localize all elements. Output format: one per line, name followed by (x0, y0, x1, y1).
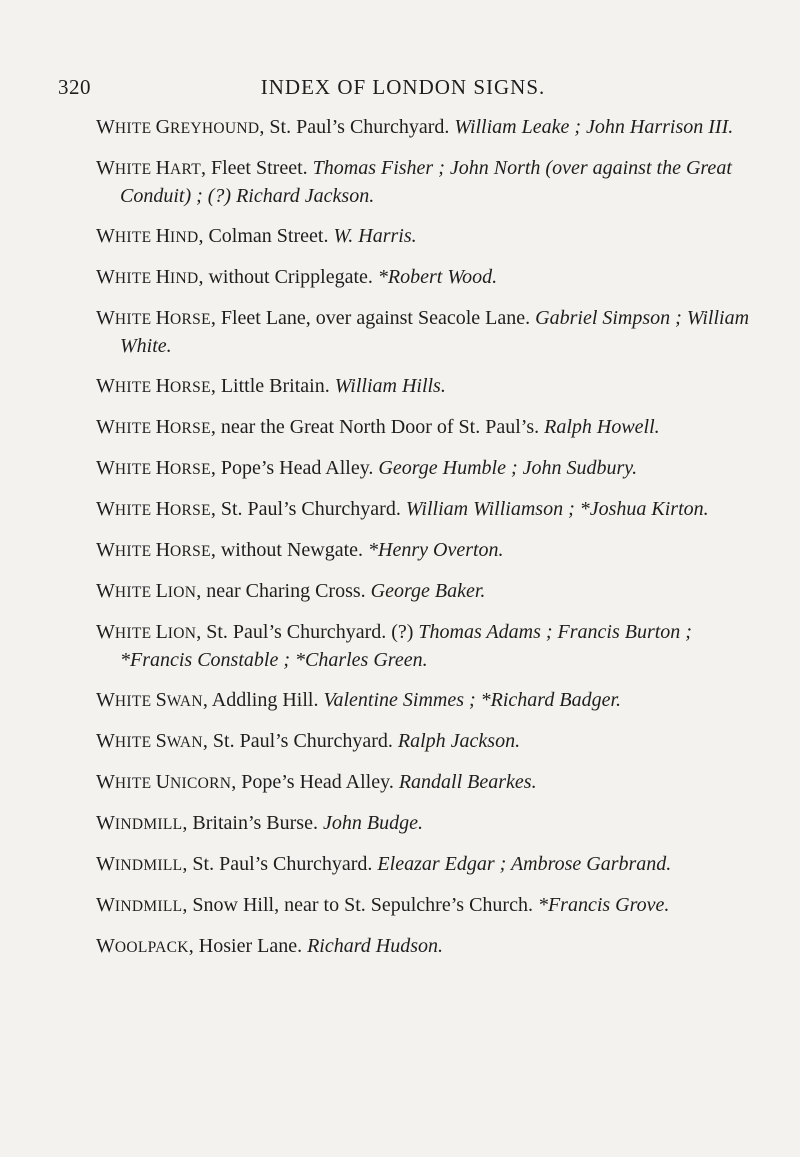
sign-name: WINDMILL (96, 853, 183, 875)
index-entries (96, 114, 768, 974)
sign-name: WHITE HART (96, 157, 201, 179)
sign-name: WOOLPACK (96, 935, 189, 957)
sign-name: WHITE HIND (96, 225, 199, 247)
booksellers: Valentine Simmes ; *Richard Badger. (323, 689, 622, 711)
sign-name: WHITE HIND (96, 266, 199, 288)
booksellers: *Francis Grove. (537, 894, 670, 916)
booksellers: Gabriel Simpson ; William White. (120, 307, 750, 357)
sign-name: WHITE HORSE (96, 375, 211, 397)
sign-name: WHITE SWAN (96, 689, 203, 711)
sign-name: WHITE HORSE (96, 539, 211, 561)
sign-location: , St. Paul’s Churchyard. (259, 116, 455, 138)
sign-location: , Fleet Street. (201, 157, 313, 179)
index-entry (96, 769, 768, 797)
index-entry (96, 114, 768, 142)
booksellers: Ralph Howell. (544, 416, 660, 438)
sign-location: , without Cripplegate. (198, 266, 378, 288)
booksellers: Ralph Jackson. (397, 730, 521, 752)
sign-location: , Pope’s Head Alley. (231, 771, 399, 793)
booksellers: William Leake ; John Harrison III. (454, 116, 734, 138)
sign-location: , St. Paul’s Churchyard. (202, 730, 398, 752)
sign-location: , St. Paul’s Churchyard. (210, 498, 406, 520)
booksellers: *Robert Wood. (377, 266, 498, 288)
index-entry (96, 892, 768, 920)
booksellers: W. Harris. (333, 225, 417, 247)
index-entry (96, 537, 768, 565)
booksellers: Thomas Adams ; Francis Burton ; *Francis Constable ; *Charles Green. (120, 621, 692, 671)
sign-location: , Pope’s Head Alley. (210, 457, 379, 479)
index-entry (96, 455, 768, 483)
page-header (58, 75, 748, 105)
sign-name: WHITE GREYHOUND (96, 116, 260, 138)
booksellers: Randall Bearkes. (398, 771, 537, 793)
sign-location: , Britain’s Burse. (182, 812, 323, 834)
booksellers: Richard Hudson. (307, 935, 443, 957)
sign-name: WHITE HORSE (96, 416, 211, 438)
booksellers: *Henry Overton. (368, 539, 504, 561)
booksellers: William Hills. (334, 375, 446, 397)
page-number: 320 (58, 75, 91, 99)
sign-location: , near the Great North Door of St. Paul’s. (210, 416, 545, 438)
booksellers: John Budge. (322, 812, 423, 834)
index-entry (96, 414, 768, 442)
index-entry (96, 373, 768, 401)
sign-name: WHITE LION (96, 580, 197, 602)
booksellers: George Humble ; John Sudbury. (378, 457, 638, 479)
index-entry (96, 264, 768, 292)
sign-location: , Snow Hill, near to St. Sepulchre’s Church. (182, 894, 538, 916)
sign-name: WHITE HORSE (96, 307, 211, 329)
index-entry (96, 933, 768, 961)
sign-name: WINDMILL (96, 894, 183, 916)
index-entry (96, 496, 768, 524)
index-entry (96, 305, 768, 360)
sign-name: WHITE LION (96, 621, 197, 643)
index-entry (96, 223, 768, 251)
booksellers: William Williamson ; *Joshua Kirton. (405, 498, 709, 520)
sign-location: , without Newgate. (210, 539, 369, 561)
sign-name: WHITE SWAN (96, 730, 203, 752)
sign-location: , St. Paul’s Churchyard. (?) (196, 621, 419, 643)
index-entry (96, 687, 768, 715)
sign-location: , Little Britain. (210, 375, 335, 397)
index-entry (96, 155, 768, 210)
index-entry (96, 728, 768, 756)
sign-location: , Colman Street. (198, 225, 334, 247)
sign-name: WHITE HORSE (96, 498, 211, 520)
running-title: INDEX OF LONDON SIGNS. (260, 75, 546, 99)
booksellers: Eleazar Edgar ; Ambrose Garbrand. (377, 853, 672, 875)
sign-location: , Hosier Lane. (188, 935, 308, 957)
sign-location: , St. Paul’s Churchyard. (182, 853, 378, 875)
sign-location: , near Charing Cross. (196, 580, 371, 602)
sign-location: , Addling Hill. (202, 689, 324, 711)
sign-name: WINDMILL (96, 812, 183, 834)
sign-name: WHITE UNICORN (96, 771, 232, 793)
booksellers: Thomas Fisher ; John North (over against the Great Conduit) ; (?) Richard Jackson. (120, 157, 732, 207)
booksellers: George Baker. (370, 580, 486, 602)
sign-location: , Fleet Lane, over against Seacole Lane. (210, 307, 536, 329)
sign-name: WHITE HORSE (96, 457, 211, 479)
index-entry (96, 619, 768, 674)
index-entry (96, 851, 768, 879)
index-entry (96, 810, 768, 838)
index-entry (96, 578, 768, 606)
